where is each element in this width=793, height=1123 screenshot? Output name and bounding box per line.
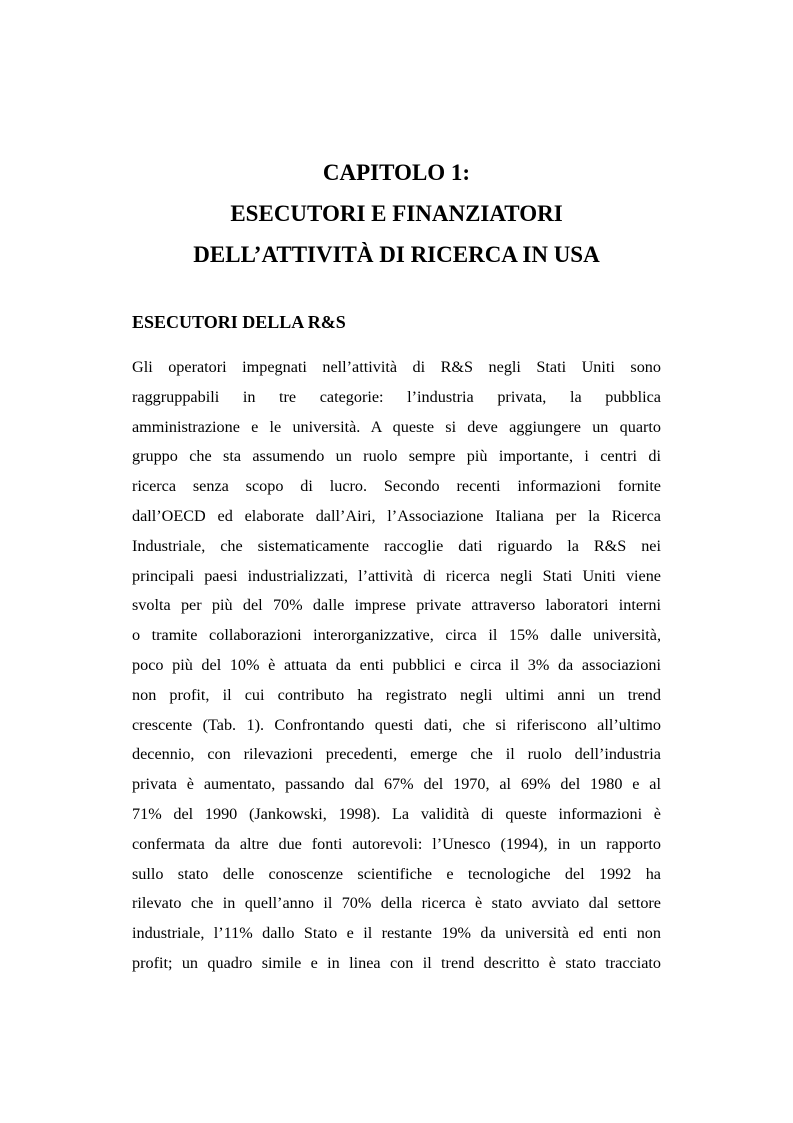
body-paragraph (132, 353, 661, 979)
text-line: Gli operatori impegnati nell’attività di R&S negli Stati Uniti sono (132, 358, 661, 376)
text-line: dall’OECD ed elaborate dall’Airi, l’Associazione Italiana per la Ricerca (132, 506, 661, 525)
text-line: privata è aumentato, passando dal 67% del 1970, al 69% del 1980 e al (132, 775, 661, 794)
chapter-number: CAPITOLO 1: (322, 160, 471, 185)
text-line: decennio, con rilevazioni precedenti, emerge che il ruolo dell’industria (132, 745, 661, 764)
text-line: Industriale, che sistematicamente raccoglie dati riguardo la R&S nei (132, 536, 661, 555)
text-line: principali paesi industrializzati, l’attività di ricerca negli Stati Uniti viene (132, 566, 661, 585)
chapter-title-line-1: ESECUTORI E FINANZIATORI (230, 201, 563, 226)
text-line: 71% del 1990 (Jankowski, 1998). La validità di queste informazioni è (132, 804, 661, 823)
text-line: sullo stato delle conoscenze scientifiche e tecnologiche del 1992 ha (132, 864, 661, 883)
chapter-heading (0, 152, 793, 275)
text-line: ricerca senza scopo di lucro. Secondo recenti informazioni fornite (132, 477, 661, 496)
text-line: gruppo che sta assumendo un ruolo sempre più importante, i centri di (132, 447, 661, 466)
text-line: confermata da altre due fonti autorevoli: l’Unesco (1994), in un rapporto (132, 834, 661, 853)
text-line: poco più del 10% è attuata da enti pubblici e circa il 3% da associazioni (132, 655, 661, 674)
text-line: industriale, l’11% dallo Stato e il restante 19% da università ed enti non (132, 924, 661, 943)
section-title: ESECUTORI DELLA R&S (132, 312, 346, 332)
text-line: raggruppabili in tre categorie: l’industria privata, la pubblica (132, 387, 661, 406)
chapter-title-line-2: DELL’ATTIVITÀ DI RICERCA IN USA (193, 242, 600, 267)
text-line: o tramite collaborazioni interorganizzative, circa il 15% dalle università, (132, 626, 661, 645)
text-line: crescente (Tab. 1). Confrontando questi dati, che si riferiscono all’ultimo (132, 715, 661, 734)
text-line: amministrazione e le università. A queste si deve aggiungere un quarto (132, 417, 661, 436)
text-line: rilevato che in quell’anno il 70% della ricerca è stato avviato dal settore (132, 894, 661, 913)
text-line: svolta per più del 70% dalle imprese private attraverso laboratori interni (132, 596, 661, 615)
text-line: profit; un quadro simile e in linea con il trend descritto è stato tracciato (132, 953, 661, 972)
text-line: non profit, il cui contributo ha registrato negli ultimi anni un trend (132, 685, 661, 704)
